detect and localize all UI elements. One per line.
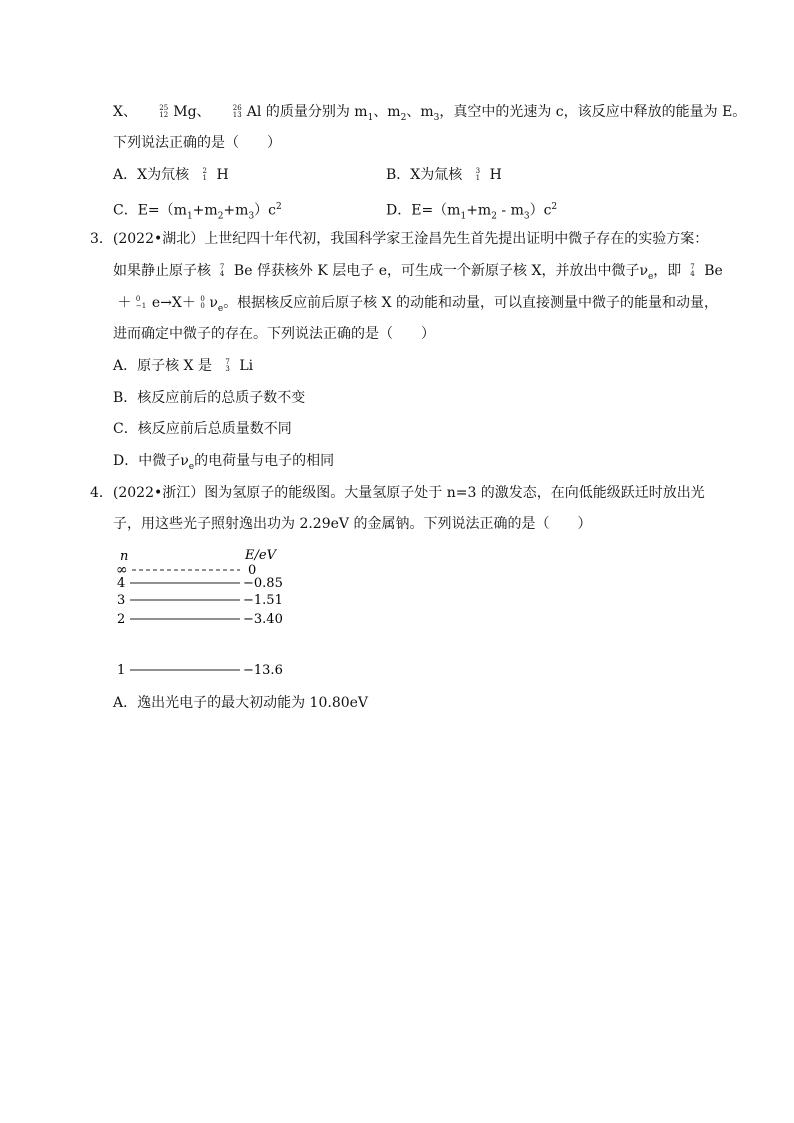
- level-3-e: −1.51: [243, 593, 283, 608]
- q3-option-d: D．中微子$\nu_e$的电荷量与电子的相同: [113, 453, 335, 472]
- q2-option-b: B．X为氚核 3 1 H: [386, 167, 502, 183]
- q3-stem-line3: ＋ 0 −1 e→X＋ 0 0 $\nu_e$。根据核反应前后原子核 X 的动能和动量，可以直接测量中微子的能量和动量，: [117, 295, 719, 314]
- n-axis-label: n: [120, 549, 129, 564]
- level-infinity-n: ∞: [116, 562, 128, 578]
- energy-level-diagram: [112, 545, 312, 685]
- q4-stem-line2: 子，用这些光子照射逸出功为 2.29eV 的金属钠。下列说法正确的是（ ）: [113, 516, 592, 532]
- q3-option-c: C．核反应前后总质量数不同: [113, 421, 292, 437]
- level-2-e: −3.40: [243, 612, 283, 627]
- level-4-e: −0.85: [243, 576, 283, 591]
- mg-nuclide: 25 12: [159, 104, 169, 119]
- li-nuclide: 7 3: [225, 358, 230, 373]
- level-4-n: 4: [117, 576, 126, 591]
- level-1-e: −13.6: [243, 663, 283, 678]
- level-infinity-e: 0: [248, 563, 257, 578]
- level-2-n: 2: [117, 612, 126, 627]
- be-nuclide: 7 4: [219, 263, 225, 278]
- q2-option-c: C．$E=(m_1+m_2+m_3)c^2$: [113, 202, 282, 222]
- neutrino-symbol: 0 0: [200, 295, 205, 310]
- q4-option-a: A．逸出光电子的最大初动能为 10.80eV: [113, 695, 369, 711]
- tritium-nuclide: 3 1: [475, 167, 481, 182]
- q3-stem-line2: 如果静止原子核 7 4 Be 俘获核外 K 层电子 e，可生成一个新原子核 X，并放出中微子$\nu_e$，即 7 4 Be: [113, 263, 723, 282]
- deuterium-nuclide: 2 1: [202, 167, 207, 182]
- q2-stem-line1: X、 25 12 Mg、 26 13 Al 的质量分别为 $m_1$、$m_2$、$m_3$，真空中的光速为 c，该反应中释放的能量为 E。: [113, 104, 747, 123]
- electron-symbol: 0 −1: [135, 295, 147, 310]
- q3-stem-line4: 进而确定中微子的存在。下列说法正确的是（ ）: [113, 326, 435, 342]
- q4-stem-line1: 4．(2022•浙江）图为氢原子的能级图。大量氢原子处于 n=3 的激发态，在向低能级跃迁时放出光: [90, 485, 705, 501]
- be-nuclide-2: 7 4: [690, 263, 695, 278]
- al-nuclide: 26 13: [232, 104, 242, 119]
- q2-option-d: D．$E=(m_1+m_2 - m_3)c^2$: [386, 202, 558, 222]
- q2-option-a: A．X为氘核 2 1 H: [113, 167, 229, 183]
- q3-stem-line1: 3．(2022•湖北）上世纪四十年代初，我国科学家王淦昌先生首先提出证明中微子存在的实验方案：: [90, 231, 709, 247]
- q2-question: 下列说法正确的是（ ）: [113, 135, 281, 151]
- q3-option-b: B．核反应前后的总质子数不变: [113, 390, 306, 406]
- energy-axis-label: E/eV: [245, 548, 276, 563]
- q3-option-a: A．原子核 X 是 7 3 Li: [113, 358, 254, 374]
- level-3-n: 3: [117, 593, 126, 608]
- level-1-n: 1: [117, 663, 126, 678]
